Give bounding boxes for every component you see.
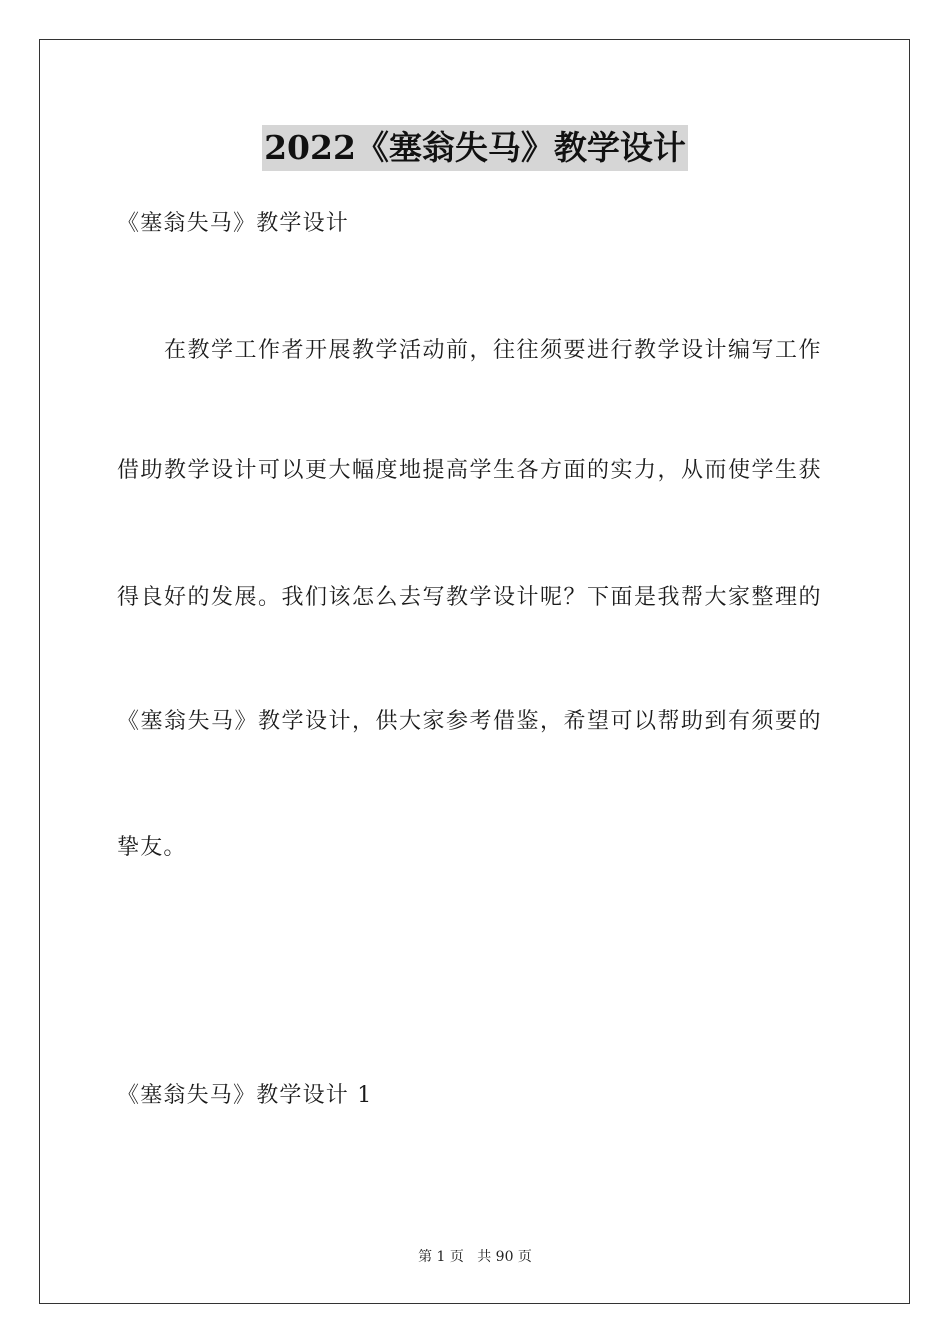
paragraph-line-3: 得良好的发展。我们该怎么去写教学设计呢？下面是我帮大家整理的 xyxy=(117,585,823,610)
document-title: 2022《塞翁失马》教学设计 xyxy=(262,125,688,171)
paragraph-line-2: 借助教学设计可以更大幅度地提高学生各方面的实力，从而使学生获 xyxy=(117,458,823,483)
page-number: 第 1 页 共 90 页 xyxy=(418,1249,532,1265)
paragraph-line-1: 在教学工作者开展教学活动前，往往须要进行教学设计编写工作 xyxy=(164,338,823,363)
title-container xyxy=(0,125,950,171)
paragraph-line-4: 《塞翁失马》教学设计，供大家参考借鉴，希望可以帮助到有须要的 xyxy=(117,709,823,734)
page-footer xyxy=(0,1247,950,1267)
section-heading: 《塞翁失马》教学设计 1 xyxy=(117,1083,373,1108)
document-subtitle: 《塞翁失马》教学设计 xyxy=(117,211,350,236)
paragraph-line-5: 挚友。 xyxy=(117,835,187,860)
